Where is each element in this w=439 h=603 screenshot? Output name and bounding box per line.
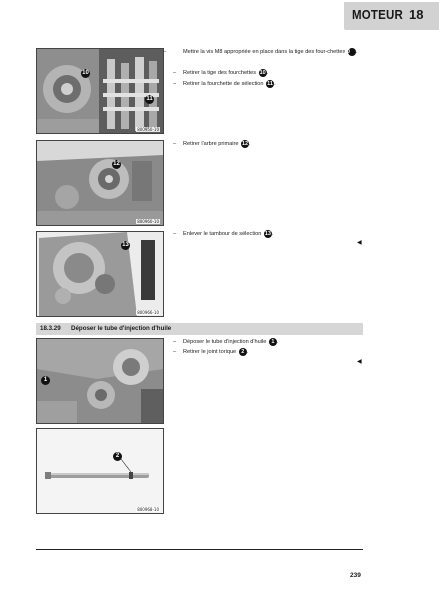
step-text: Retirer la fourchette de sélection bbox=[183, 81, 264, 87]
step-ref-callout: 12 bbox=[241, 141, 249, 147]
figure-shift-fork bbox=[36, 48, 164, 134]
figure-ref: 800960-10 bbox=[137, 219, 159, 224]
step-text: Retirer l'arbre primaire bbox=[183, 141, 239, 147]
page-number: 239 bbox=[350, 572, 361, 579]
chapter-number: 18 bbox=[409, 7, 424, 22]
figure-callout: 12 bbox=[113, 161, 120, 167]
figure-ref: 800968-10 bbox=[137, 507, 159, 512]
footer-divider bbox=[36, 549, 363, 550]
instruction-step: – Retirer l'arbre primaire 12. bbox=[173, 141, 251, 147]
figure-oil-tube-engine bbox=[36, 338, 164, 424]
step-ref-callout: 11 bbox=[267, 81, 273, 87]
step-text: Déposer le tube d'injection d'huile bbox=[183, 339, 267, 345]
photo-engine-shift-fork bbox=[37, 49, 163, 133]
figure-oil-tube-detail bbox=[36, 428, 164, 514]
chapter-title: MOTEUR bbox=[352, 8, 403, 22]
figure-shift-drum bbox=[36, 231, 164, 317]
section-number: 18.3.29 bbox=[40, 325, 61, 332]
step-text: Enlever le tambour de sélection bbox=[183, 231, 262, 237]
instruction-step: – Déposer le tube d'injection d'huile 1 . bbox=[173, 339, 279, 345]
figure-callout: 13 bbox=[122, 242, 129, 248]
photo-engine-primary-shaft bbox=[37, 141, 163, 225]
step-ref-callout: 10 bbox=[348, 48, 356, 56]
figure-callout: 2 bbox=[113, 452, 122, 461]
instruction-step: – Retirer la tige des fourchettes 10. bbox=[173, 70, 269, 76]
instruction-step: – Enlever le tambour de sélection 13. bbox=[173, 231, 274, 237]
end-of-procedure-marker: ◀ bbox=[357, 240, 362, 246]
figure-ref: 800966-10 bbox=[137, 310, 159, 315]
step-text: Retirer le joint torique bbox=[183, 349, 237, 355]
figure-callout: 10 bbox=[82, 70, 89, 76]
photo-engine-oil-tube bbox=[37, 339, 163, 423]
step-ref-callout: 13 bbox=[264, 231, 271, 237]
step-ref-callout: 10 bbox=[259, 70, 266, 76]
step-ref-callout: 1 bbox=[269, 338, 277, 346]
step-text: Retirer la tige des fourchettes bbox=[183, 70, 257, 76]
section-title: Déposer le tube d'injection d'huile bbox=[71, 325, 172, 332]
photo-oil-tube bbox=[37, 429, 163, 513]
instruction-step: – Mettre la vis M8 appropriée en place dans la tige des four-chettes 10 . bbox=[163, 49, 358, 55]
photo-engine-shift-drum bbox=[37, 232, 163, 316]
end-of-procedure-marker: ◀ bbox=[357, 359, 362, 365]
step-ref-callout: 2 bbox=[239, 348, 247, 356]
instruction-step: – Retirer le joint torique 2 . bbox=[173, 349, 249, 355]
figure-callout: 1 bbox=[41, 376, 50, 385]
step-text: Mettre la vis M8 appropriée en place dans la tige des four-chettes bbox=[183, 49, 346, 55]
figure-callout: 11 bbox=[146, 96, 153, 102]
figure-ref: 800950-10 bbox=[137, 127, 159, 132]
instruction-step: – Retirer la fourchette de sélection 11. bbox=[173, 81, 276, 87]
figure-primary-shaft bbox=[36, 140, 164, 226]
